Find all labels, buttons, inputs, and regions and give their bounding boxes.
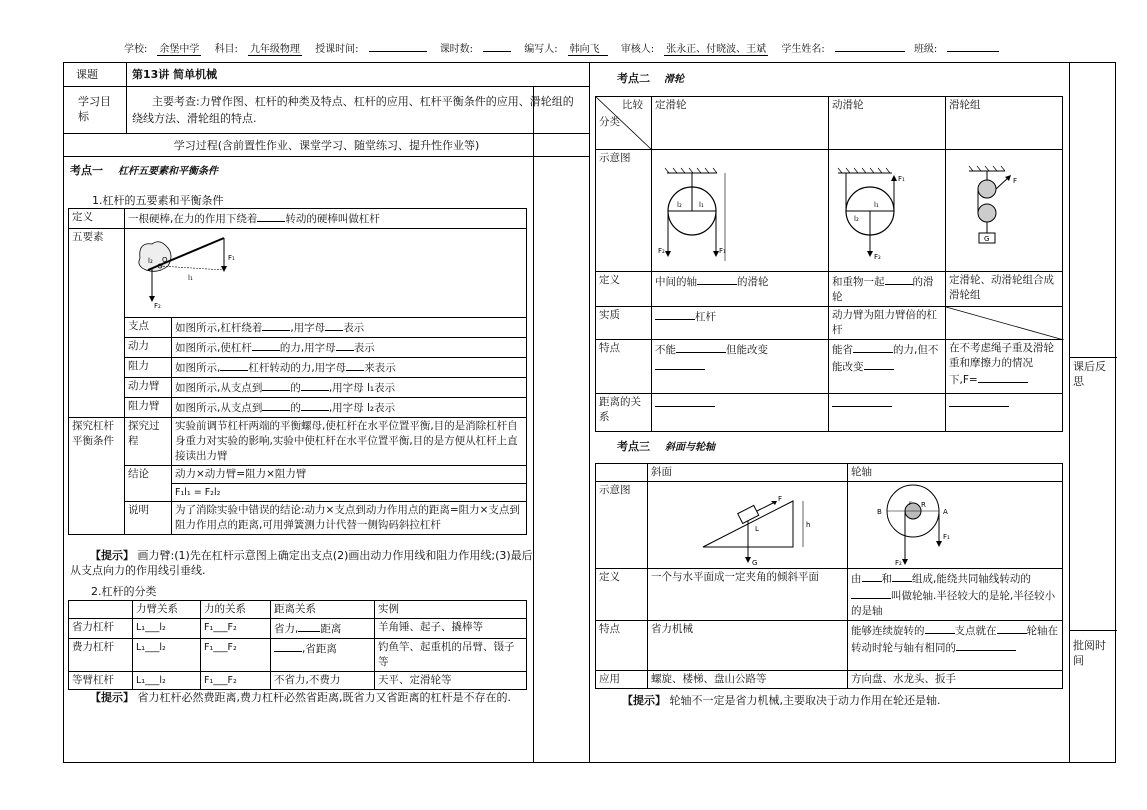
note-label: 说明 (125, 502, 172, 535)
element-text: 如图所示,从支点到 的 ,用字母 l₂表示 (172, 398, 527, 418)
process-label: 探究过程 (125, 418, 172, 466)
svg-text:l₂: l₂ (677, 201, 682, 209)
kp3-title: 考点三 (617, 440, 650, 453)
period-label: 课时数: (439, 44, 474, 55)
student-blank[interactable] (835, 51, 905, 52)
element-name: 阻力 (125, 358, 172, 378)
svg-text:r: r (909, 500, 912, 507)
svg-text:B: B (877, 508, 882, 516)
process-text: 学习过程(含前置性作业、课堂学习、随堂练习、提升性作业等) (173, 139, 480, 152)
element-name: 动力臂 (125, 378, 172, 398)
movable-pulley-figure (829, 150, 946, 272)
time-label: 授课时间: (315, 44, 359, 55)
svg-text:G: G (984, 235, 990, 243)
pulley-block-figure (946, 150, 1063, 272)
element-name: 支点 (125, 318, 172, 338)
label-l1: l₁ (188, 274, 193, 282)
element-text: 如图所示,使杠杆 的力,用字母 表示 (172, 338, 527, 358)
svg-text:F₁: F₁ (719, 247, 726, 255)
fixed-pulley-figure (652, 150, 829, 272)
svg-text:F: F (1013, 177, 1018, 185)
section2-title: 2.杠杆的分类 (91, 585, 157, 598)
element-text: 如图所示,杠杆绕着 ,用字母 表示 (172, 318, 527, 338)
author-value: 韩向飞 (568, 40, 608, 56)
school-label: 学校: (124, 44, 148, 55)
section1-title: 1.杠杆的五要素和平衡条件 (92, 194, 224, 207)
author-label: 编写人: (524, 44, 558, 55)
incline-block (738, 505, 759, 523)
period-blank[interactable] (483, 51, 511, 52)
time-blank[interactable] (369, 51, 427, 52)
element-name: 阻力臂 (125, 398, 172, 418)
svg-text:F₂: F₂ (658, 247, 665, 255)
svg-text:l₂: l₂ (854, 215, 859, 223)
kp1-subtitle: 杠杆五要素和平衡条件 (118, 166, 218, 177)
note-text: 为了消除实验中错误的结论:动力×支点到动力作用点的距离=阻力×支点到阻力作用点的距离,可用弹簧测力计代替一侧钩码斜拉杠杆 (172, 502, 527, 535)
conclusion-text: 动力×动力臂=阻力×阻力臂 (172, 466, 527, 484)
goal-label: 学习目标 (78, 95, 111, 123)
svg-text:F₂: F₂ (895, 559, 902, 567)
svg-text:F₁: F₁ (898, 175, 905, 183)
wheel-axle-figure (848, 482, 1063, 569)
label-f1: F₁ (228, 254, 235, 262)
svg-text:L: L (755, 525, 759, 533)
review-time-label: 批阅时间 (1073, 639, 1106, 667)
kp2-subtitle: 滑轮 (664, 74, 684, 85)
school-value: 余堡中学 (157, 40, 201, 56)
conclusion-label: 结论 (125, 466, 172, 502)
reviewer-label: 审核人: (620, 44, 655, 55)
subject-label: 科目: (214, 44, 238, 55)
element-text: 如图所示,从支点到 的 ,用字母 l₁表示 (172, 378, 527, 398)
element-text: 如图所示, 杠杆转动的力,用字母 来表示 (172, 358, 527, 378)
svg-text:A: A (943, 508, 948, 516)
svg-text:R: R (921, 501, 926, 509)
kp2-title: 考点二 (617, 72, 650, 85)
label-f2: F₂ (154, 302, 161, 310)
lever-figure (125, 229, 527, 318)
reviewer-value: 张永正、付晓波、王斌 (664, 40, 768, 56)
topic-label: 课题 (76, 68, 98, 81)
process-text: 实验前调节杠杆两端的平衡螺母,使杠杆在水平位置平衡,目的是消除杠杆自身重力对实验的影响,实验中使杠杆在水平位置平衡,目的是方便从杠杆上直接读出力臂 (172, 418, 527, 466)
bottom-pulley-wheel (978, 204, 996, 222)
kp1-title: 考点一 (70, 164, 103, 177)
incline-figure (648, 482, 848, 569)
svg-text:l₁: l₁ (874, 201, 879, 209)
lever-elements-table (68, 208, 527, 535)
def-text: 一根硬棒,在力的作用下绕着 转动的硬棒叫做杠杆 (125, 209, 527, 229)
tip3: 【提示】 轮轴不一定是省力机械,主要取决于动力作用在轮还是轴. (622, 694, 941, 707)
svg-text:F₁: F₁ (943, 533, 950, 541)
svg-text:h: h (806, 521, 811, 529)
svg-text:F₂: F₂ (874, 253, 881, 261)
topic-title: 第13讲 简单机械 (132, 68, 218, 81)
lever-class-table: 力臂关系 力的关系 距离关系 实例 省力杠杆 L₁___l₂ F₁___F₂ 省力, 距离 羊角锤、起子、撬棒等 费力杠杆 L₁___l₂ F₁___F₂ ,省距离 钓鱼竿、起重机的吊臂、镊子等 等臂杠杆 L₁___l₂ F₁___F₂ 不省力,不费力 天平、定滑轮等 (68, 600, 527, 690)
svg-text:l₁: l₁ (699, 201, 704, 209)
after-class-label: 课后反思 (1073, 360, 1106, 388)
lever-diagram (128, 230, 248, 310)
label-o: O (162, 256, 168, 264)
kp3-subtitle: 斜面与轮轴 (665, 442, 715, 453)
class-label: 班级: (913, 44, 938, 55)
label-l2: l₂ (148, 257, 153, 265)
class-blank[interactable] (947, 51, 999, 52)
incline-wheel-table: 斜面 轮轴 示意图 F L h G B A R r F₁ F₂ 定义 一个与水平面成一定夹角的倾斜平面 由 和 组成,能绕共同轴线转动的叫做轮轴.半径较大的是轮,半径较小的是轴 特点 省力机械 能够连续旋转的 支点就在 轮轴在转动时轮与轴有相同的 应用 螺旋、楼梯、盘山公路等 方向盘、水龙头、扳手 (595, 463, 1063, 689)
page-header (124, 40, 1127, 56)
student-label: 学生姓名: (781, 44, 825, 55)
goal-text: 主要考查:力臂作图、杠杆的种类及特点、杠杆的应用、杠杆平衡条件的应用、滑轮组的绕线方法、滑轮组的特点. (132, 95, 574, 125)
svg-text:G: G (752, 559, 758, 567)
def-label: 定义 (69, 209, 125, 229)
pulley-table: 比较 分类 定滑轮 动滑轮 滑轮组 示意图 l₂ l₁ F₂ F₁ F₁ l₁ l₂ F₂ G F 定义 中间的轴 的滑轮 和重物一起 的滑轮 定滑轮、动滑轮组合成滑轮组 实质 杠杆 动力臂为阻力臂倍的杠杆 特点 不能 但能改变 能省 的力,但不能改变 在不考虑绳子重及滑轮重和摩擦力的情况下,F= 距离的关系 (595, 96, 1063, 432)
element-name: 动力 (125, 338, 172, 358)
explore-label: 探究杠杆平衡条件 (69, 418, 125, 535)
svg-text:F: F (778, 495, 783, 503)
top-pulley-wheel (978, 180, 996, 198)
formula: F₁l₁ = F₂l₂ (172, 484, 527, 502)
corner-cell: 比较 分类 (596, 97, 652, 150)
tip1: 【提示】 画力臂:(1)先在杠杆示意图上确定出支点(2)画出动力作用线和阻力作用线;(3)最后从支点向力的作用线引垂线. (70, 549, 533, 577)
five-label: 五要素 (69, 229, 125, 418)
tip2: 【提示】 省力杠杆必然费距离,费力杠杆必然省距离,既省力又省距离的杠杆是不存在的. (90, 691, 511, 704)
subject-value: 九年级物理 (248, 40, 302, 56)
